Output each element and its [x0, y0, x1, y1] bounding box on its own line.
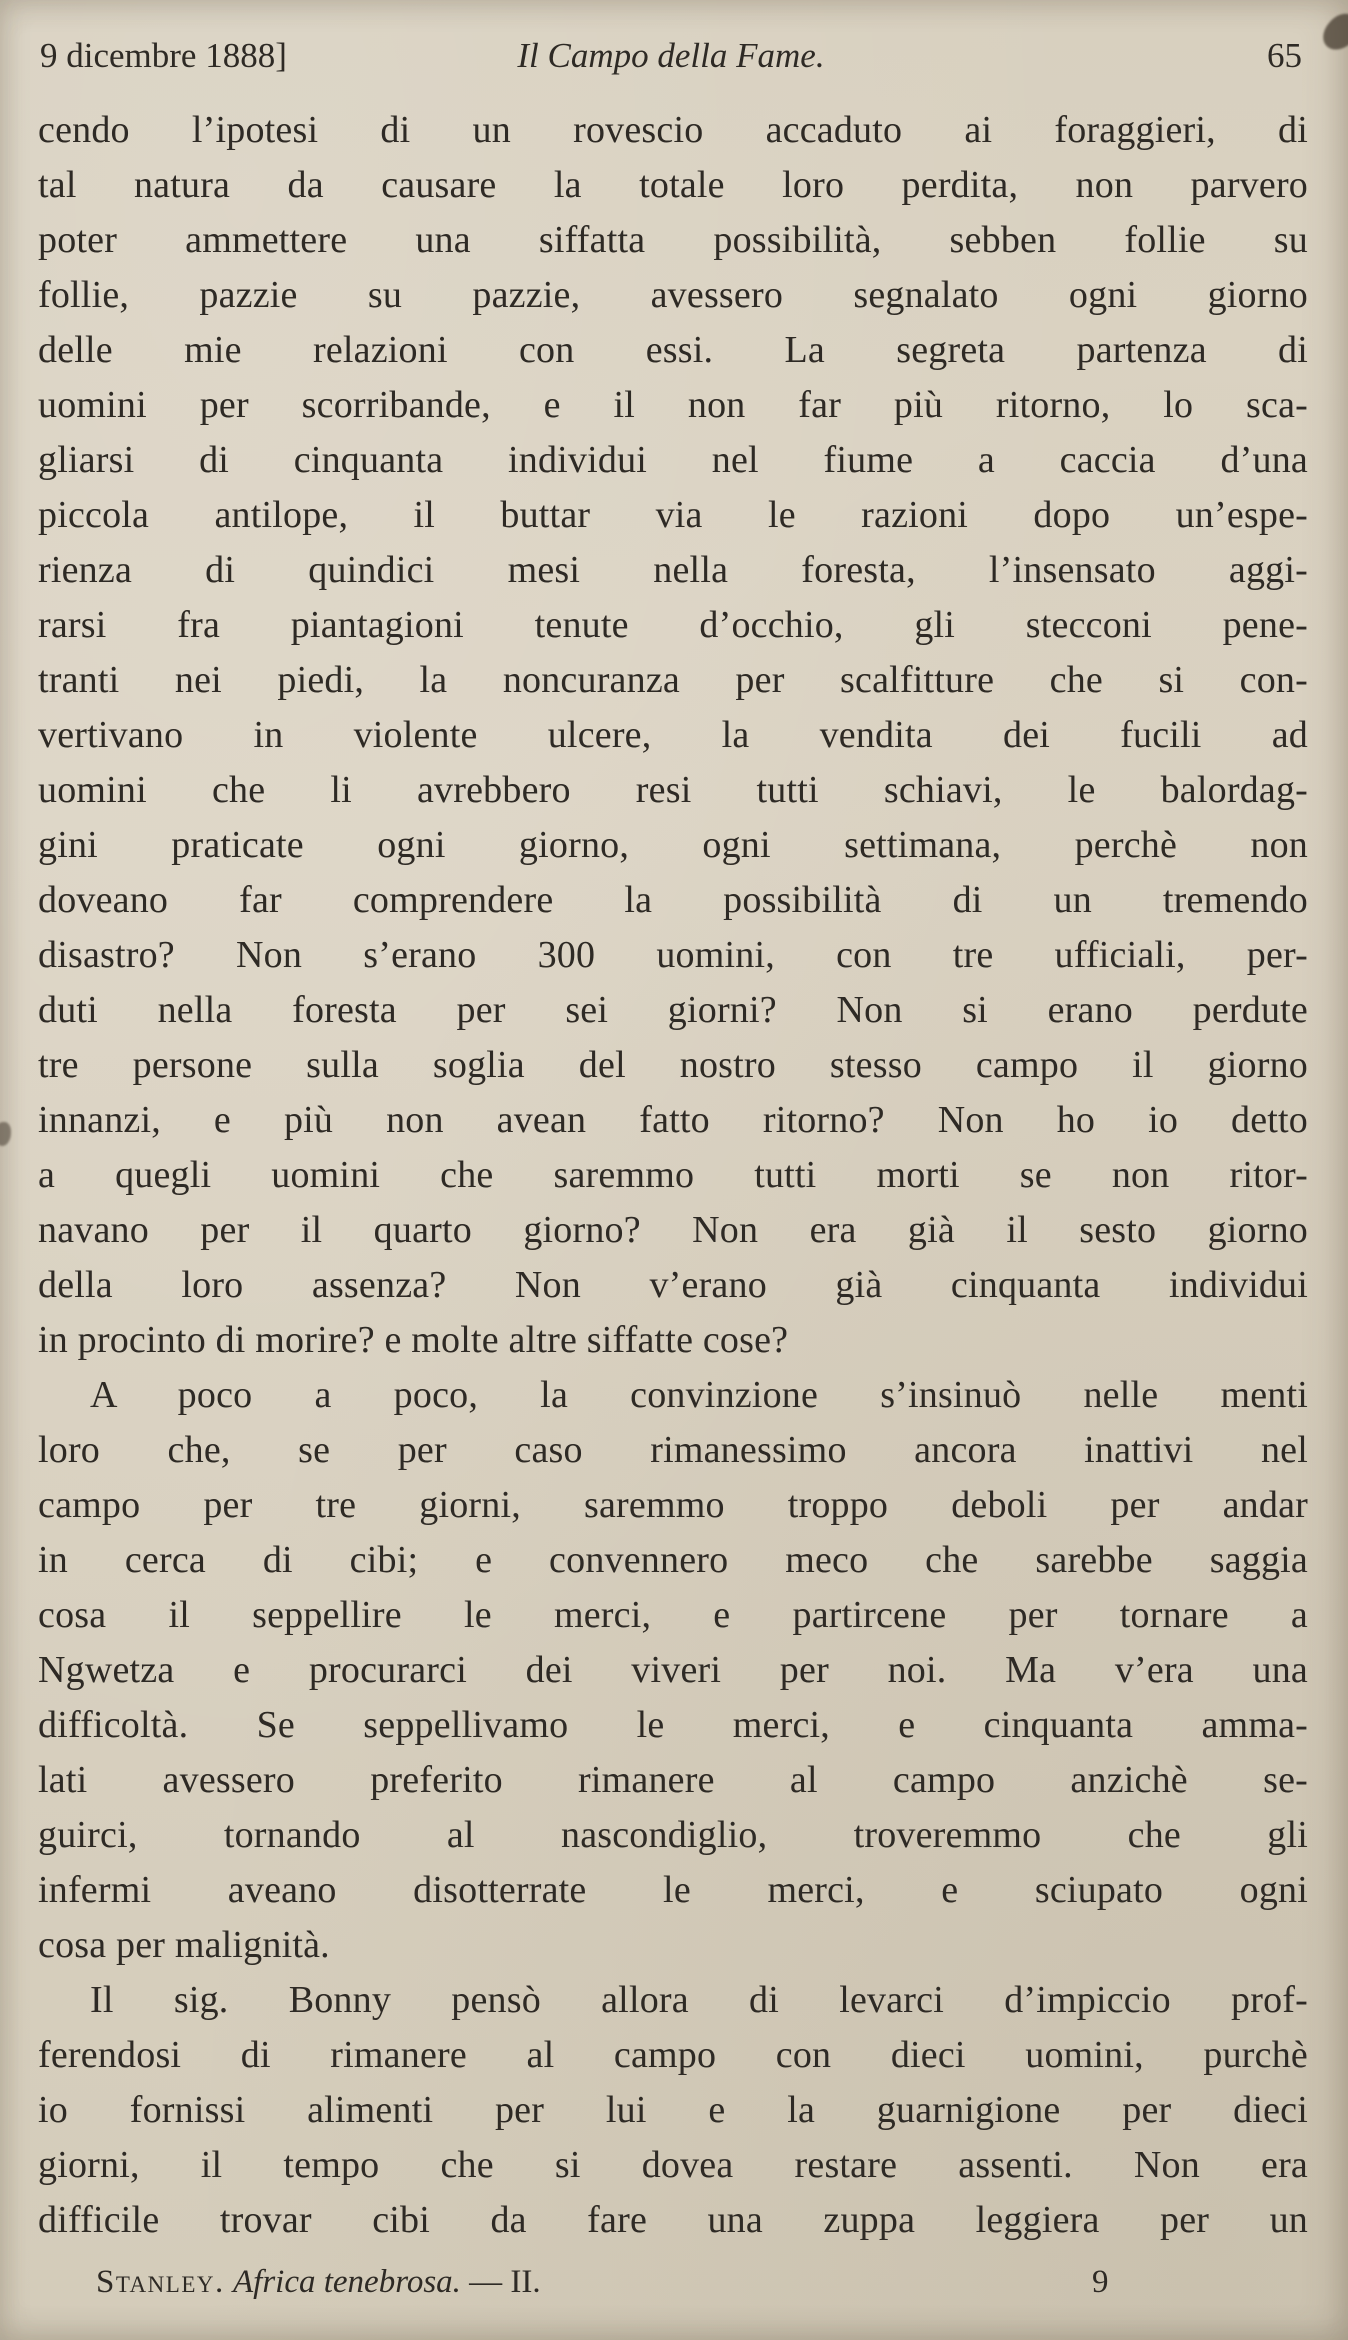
page-number: 65 — [1266, 36, 1302, 75]
text-line: gliarsi di cinquanta individui nel fiume a caccia d’una — [38, 439, 1308, 481]
text-line: tranti nei piedi, la noncuranza per scalfitture che si con- — [38, 659, 1308, 701]
footer-volume: — II. — [469, 2264, 541, 2300]
text-line: loro che, se per caso rimanessimo ancora inattivi nel — [38, 1429, 1308, 1471]
text-line: navano per il quarto giorno? Non era già il sesto giorno — [38, 1209, 1308, 1251]
text-line: tre persone sulla soglia del nostro stesso campo il giorno — [38, 1044, 1308, 1086]
paragraph — [38, 103, 1308, 1368]
page-body — [38, 103, 1308, 2248]
paragraph — [38, 1973, 1308, 2248]
text-line: poter ammettere una siffatta possibilità, sebben follie su — [38, 219, 1308, 261]
footer-signature — [96, 2264, 541, 2300]
text-line: difficoltà. Se seppellivamo le merci, e cinquanta amma- — [38, 1704, 1308, 1746]
ink-smudge — [1317, 7, 1348, 57]
footer-work-title: Africa tenebrosa. — [233, 2264, 461, 2300]
text-line: follie, pazzie su pazzie, avessero segnalato ogni giorno — [38, 274, 1308, 316]
text-line: cosa per malignità. — [38, 1924, 330, 1966]
text-line: lati avessero preferito rimanere al campo anzichè se- — [38, 1759, 1308, 1801]
text-line: uomini che li avrebbero resi tutti schiavi, le balordag- — [38, 769, 1308, 811]
text-line: infermi aveano disotterrate le merci, e sciupato ogni — [38, 1869, 1308, 1911]
text-line: uomini per scorribande, e il non far più ritorno, lo sca- — [38, 384, 1308, 426]
text-line: in cerca di cibi; e convennero meco che sarebbe saggia — [38, 1539, 1308, 1581]
text-line: campo per tre giorni, saremmo troppo deboli per andar — [38, 1484, 1308, 1526]
text-line: rarsi fra piantagioni tenute d’occhio, gli stecconi pene- — [38, 604, 1308, 646]
text-line: tal natura da causare la totale loro perdita, non parvero — [38, 164, 1308, 206]
text-line: rienza di quindici mesi nella foresta, l’insensato aggi- — [38, 549, 1308, 591]
text-line: piccola antilope, il buttar via le razioni dopo un’espe- — [38, 494, 1308, 536]
footer-sheet-number: 9 — [1092, 2264, 1109, 2300]
text-line: A poco a poco, la convinzione s’insinuò nelle menti — [90, 1374, 1308, 1416]
page-header — [38, 34, 1308, 78]
text-line: cendo l’ipotesi di un rovescio accaduto ai foraggieri, di — [38, 109, 1308, 151]
text-line: io fornissi alimenti per lui e la guarnigione per dieci — [38, 2089, 1308, 2131]
text-line: cosa il seppellire le merci, e partircene per tornare a — [38, 1594, 1308, 1636]
text-line: in procinto di morire? e molte altre siffatte cose? — [38, 1319, 789, 1361]
footer-author: Stanley. — [96, 2264, 225, 2300]
text-line: gini praticate ogni giorno, ogni settimana, perchè non — [38, 824, 1308, 866]
text-line: Il sig. Bonny pensò allora di levarci d’impiccio prof- — [90, 1979, 1308, 2021]
text-line: duti nella foresta per sei giorni? Non si erano perdute — [38, 989, 1308, 1031]
text-line: difficile trovar cibi da fare una zuppa leggiera per un — [38, 2199, 1308, 2241]
page-footer — [38, 2261, 1308, 2303]
text-line: doveano far comprendere la possibilità di un tremendo — [38, 879, 1308, 921]
text-line: della loro assenza? Non v’erano già cinquanta individui — [38, 1264, 1308, 1306]
text-line: delle mie relazioni con essi. La segreta partenza di — [38, 329, 1308, 371]
text-line: giorni, il tempo che si dovea restare assenti. Non era — [38, 2144, 1308, 2186]
paragraph — [38, 1368, 1308, 1973]
text-line: vertivano in violente ulcere, la vendita dei fucili ad — [38, 714, 1308, 756]
text-line: ferendosi di rimanere al campo con dieci uomini, purchè — [38, 2034, 1308, 2076]
text-line: innanzi, e più non avean fatto ritorno? Non ho io detto — [38, 1099, 1308, 1141]
text-line: Ngwetza e procurarci dei viveri per noi. Ma v’era una — [38, 1649, 1308, 1691]
ink-smudge — [0, 1122, 11, 1146]
text-line: disastro? Non s’erano 300 uomini, con tre ufficiali, per- — [38, 934, 1308, 976]
header-date: 9 dicembre 1888] — [40, 36, 287, 75]
text-line: a quegli uomini che saremmo tutti morti se non ritor- — [38, 1154, 1308, 1196]
text-line: guirci, tornando al nascondiglio, troveremmo che gli — [38, 1814, 1308, 1856]
running-title: Il Campo della Fame. — [517, 36, 825, 75]
